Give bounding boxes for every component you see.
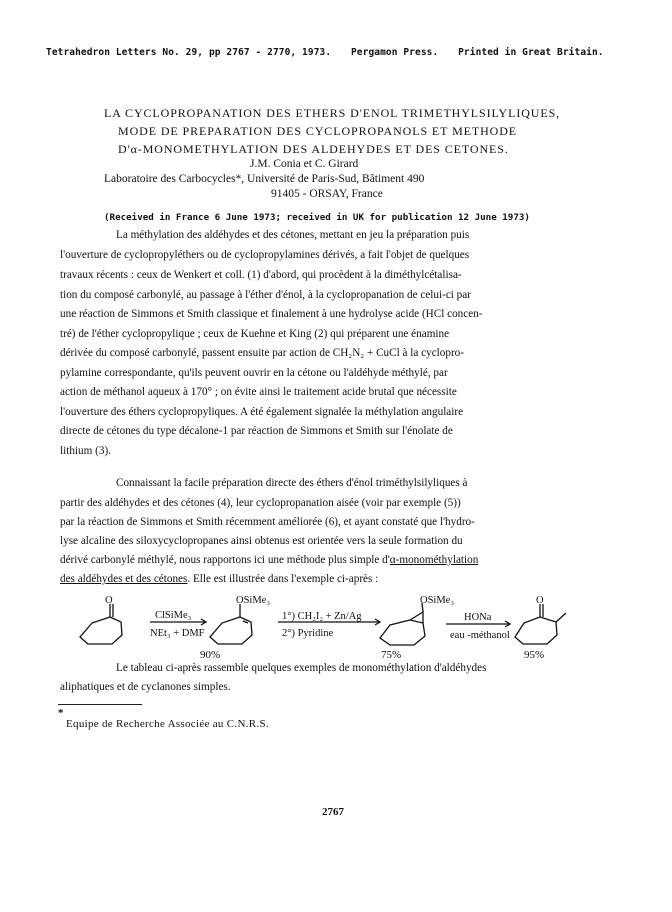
text-line: tion du composé carbonylé, au passage à l'éther d'énol, à la cyclopropanation de celui-ci par — [60, 289, 471, 301]
yield-step-1: 90% — [200, 649, 221, 661]
affiliation-line-2: 91405 - ORSAY, France — [271, 188, 383, 200]
text-line: directe de cétones du type décalone-1 par réaction de Simmons et Smith sur l'énolate de — [60, 425, 453, 437]
carbonyl-oxygen: O — [105, 595, 113, 606]
page-number: 2767 — [322, 806, 344, 818]
text-line: pylamine correspondante, qu'ils peuvent ouvrir en la cétone ou l'aldéhyde méthylé, par — [60, 367, 448, 379]
underlined-text: des aldéhydes et des cétones — [60, 573, 188, 585]
methylcycloheptanone-ring — [515, 617, 557, 644]
reagent-clsime3: ClSiMe₃ — [155, 610, 192, 621]
footnote-rule — [58, 704, 142, 705]
publisher-text: Pergamon Press. — [350, 47, 439, 58]
yield-step-3: 95% — [524, 649, 545, 661]
footnote-marker: * — [58, 707, 64, 719]
methyl-bond — [556, 613, 566, 622]
text-span: . Elle est illustrée dans l'exemple ci-après : — [187, 573, 379, 585]
text-line: par la réaction de Simmons et Smith récemment améliorée (6), et ayant constaté que l'hydro- — [60, 516, 475, 528]
title-line-2: MODE DE PREPARATION DES CYCLOPROPANOLS ET METHODE — [118, 124, 518, 138]
text-line: travaux récents : ceux de Wenkert et coll. (1) d'abord, qui procèdent à la diméthylcétalisa- — [60, 269, 462, 281]
text-line: partir des aldéhydes et des cétones (4), leur cyclopropanation aisée (voir par exemple (5)) — [60, 497, 461, 509]
text-line: l'ouverture de cyclopropyléthers ou de cyclopropylamines dérivés, a fait l'objet de quelques — [60, 249, 470, 261]
text-span: dérivé carbonylé méthylé, nous rapportons ici une méthode plus simple d' — [60, 554, 390, 566]
yield-step-2: 75% — [381, 649, 402, 661]
text-line: La méthylation des aldéhydes et des cétones, mettant en jeu la préparation puis — [116, 229, 470, 241]
text-line: l'ouverture des éthers cyclopropyliques. A été également signalée la méthylation angulaire — [60, 406, 464, 418]
underlined-text: α-monométhylation — [389, 554, 479, 566]
text-line: lyse alcaline des siloxycyclopropanes ainsi obtenus est orientée vers la seule formation du — [60, 535, 463, 547]
received-dates: (Received in France 6 June 1973; received in UK for publication 12 June 1973) — [104, 212, 530, 223]
text-line: tré) de l'éther cyclopropylique ; ceux de Kuehne et King (2) qui préparent une énamine — [60, 328, 450, 340]
text-line: dérivée du composé carbonylé, passent ensuite par action de CH₂N₂ + CuCl à la cyclopro- — [60, 347, 464, 359]
text-line: lithium (3). — [60, 445, 111, 457]
carbonyl-oxygen: O — [536, 595, 544, 606]
text-line: une réaction de Simmons et Smith classique et finalement à une hydrolyse acide (HCl concen- — [60, 308, 483, 320]
title-line-3: D'α-MONOMETHYLATION DES ALDEHYDES ET DES CETONES. — [118, 142, 509, 156]
cycloheptanone-ring — [80, 617, 122, 644]
printed-text: Printed in Great Britain. — [458, 47, 604, 58]
reagent-solvent: eau -méthanol — [450, 630, 510, 641]
siloxycyclopropane-ring — [380, 620, 425, 645]
text-line: action de méthanol aqueux à 170° ; on évite ainsi le traitement acide brutal que nécessite — [60, 386, 457, 398]
osime3-label: OSiMe₃ — [236, 595, 270, 606]
reagent-pyridine: 2°) Pyridine — [282, 628, 334, 639]
text-line — [60, 551, 478, 571]
double-bond — [243, 621, 248, 623]
text-line — [60, 570, 378, 590]
reaction-scheme — [0, 592, 672, 652]
osime3-label: OSiMe₃ — [420, 595, 454, 606]
citation-text: Tetrahedron Letters No. 29, pp 2767 - 2770, 1973. — [46, 47, 332, 58]
title-line-1: LA CYCLOPROPANATION DES ETHERS D'ENOL TRIMETHYLSILYLIQUES, — [104, 106, 561, 120]
journal-citation — [46, 47, 604, 58]
reagent-simmons-smith: 1°) CH₂I₂ + Zn/Ag — [282, 611, 362, 622]
text-line: Connaissant la facile préparation directe des éthers d'énol triméthylsilyliques à — [116, 477, 468, 489]
authors: J.M. Conia et C. Girard — [250, 158, 359, 170]
reagent-net3-dmf: NEt₃ + DMF — [150, 628, 205, 639]
affiliation-line-1: Laboratoire des Carbocycles*, Université de Paris-Sud, Bâtiment 490 — [104, 173, 425, 185]
reagent-honа: HONa — [464, 612, 492, 623]
text-line: aliphatiques et de cyclanones simples. — [60, 681, 231, 693]
silyl-enol-ether-ring — [210, 617, 252, 644]
footnote-text: Equipe de Recherche Associée au C.N.R.S. — [66, 718, 269, 730]
text-line: Le tableau ci-après rassemble quelques exemples de monométhylation d'aldéhydes — [116, 662, 487, 674]
